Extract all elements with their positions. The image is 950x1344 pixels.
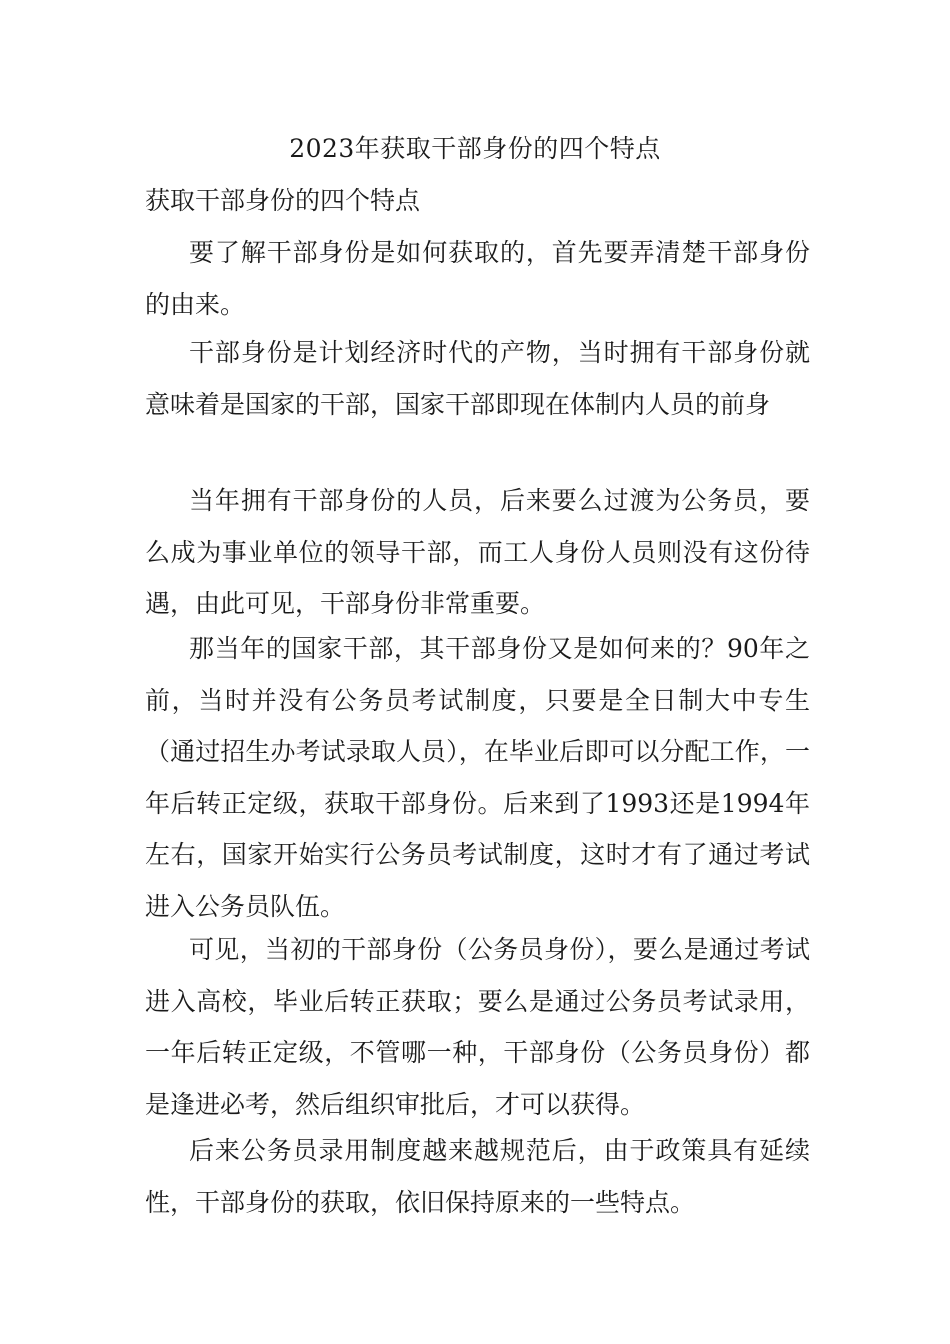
paragraph-5: 可见，当初的干部身份（公务员身份），要么是通过考试进入高校，毕业后转正获取；要么是通过公务员考试录用，一年后转正定级，不管哪一种，干部身份（公务员身份）都是逢进必考，然后组织审批后，才可以获得。 [145, 935, 810, 1119]
document-title: 2023年获取干部身份的四个特点 [289, 134, 661, 163]
paragraph-2: 干部身份是计划经济时代的产物，当时拥有干部身份就意味着是国家的干部，国家干部即现在体制内人员的前身 [145, 338, 810, 419]
paragraph-1: 要了解干部身份是如何获取的，首先要弄清楚干部身份的由来。 [145, 238, 810, 319]
document-subtitle: 获取干部身份的四个特点 [145, 186, 421, 215]
paragraph-3: 当年拥有干部身份的人员，后来要么过渡为公务员，要么成为事业单位的领导干部，而工人身份人员则没有这份待遇，由此可见，干部身份非常重要。 [145, 486, 810, 618]
paragraph-4: 那当年的国家干部，其干部身份又是如何来的？90年之前，当时并没有公务员考试制度，只要是全日制大中专生（通过招生办考试录取人员），在毕业后即可以分配工作，一年后转正定级，获取干部身份。后来到了1993还是1994年左右，国家开始实行公务员考试制度，这时才有了通过考试进入公务员队伍。 [145, 634, 810, 921]
paragraph-6: 后来公务员录用制度越来越规范后，由于政策具有延续性，干部身份的获取，依旧保持原来的一些特点。 [145, 1136, 810, 1217]
